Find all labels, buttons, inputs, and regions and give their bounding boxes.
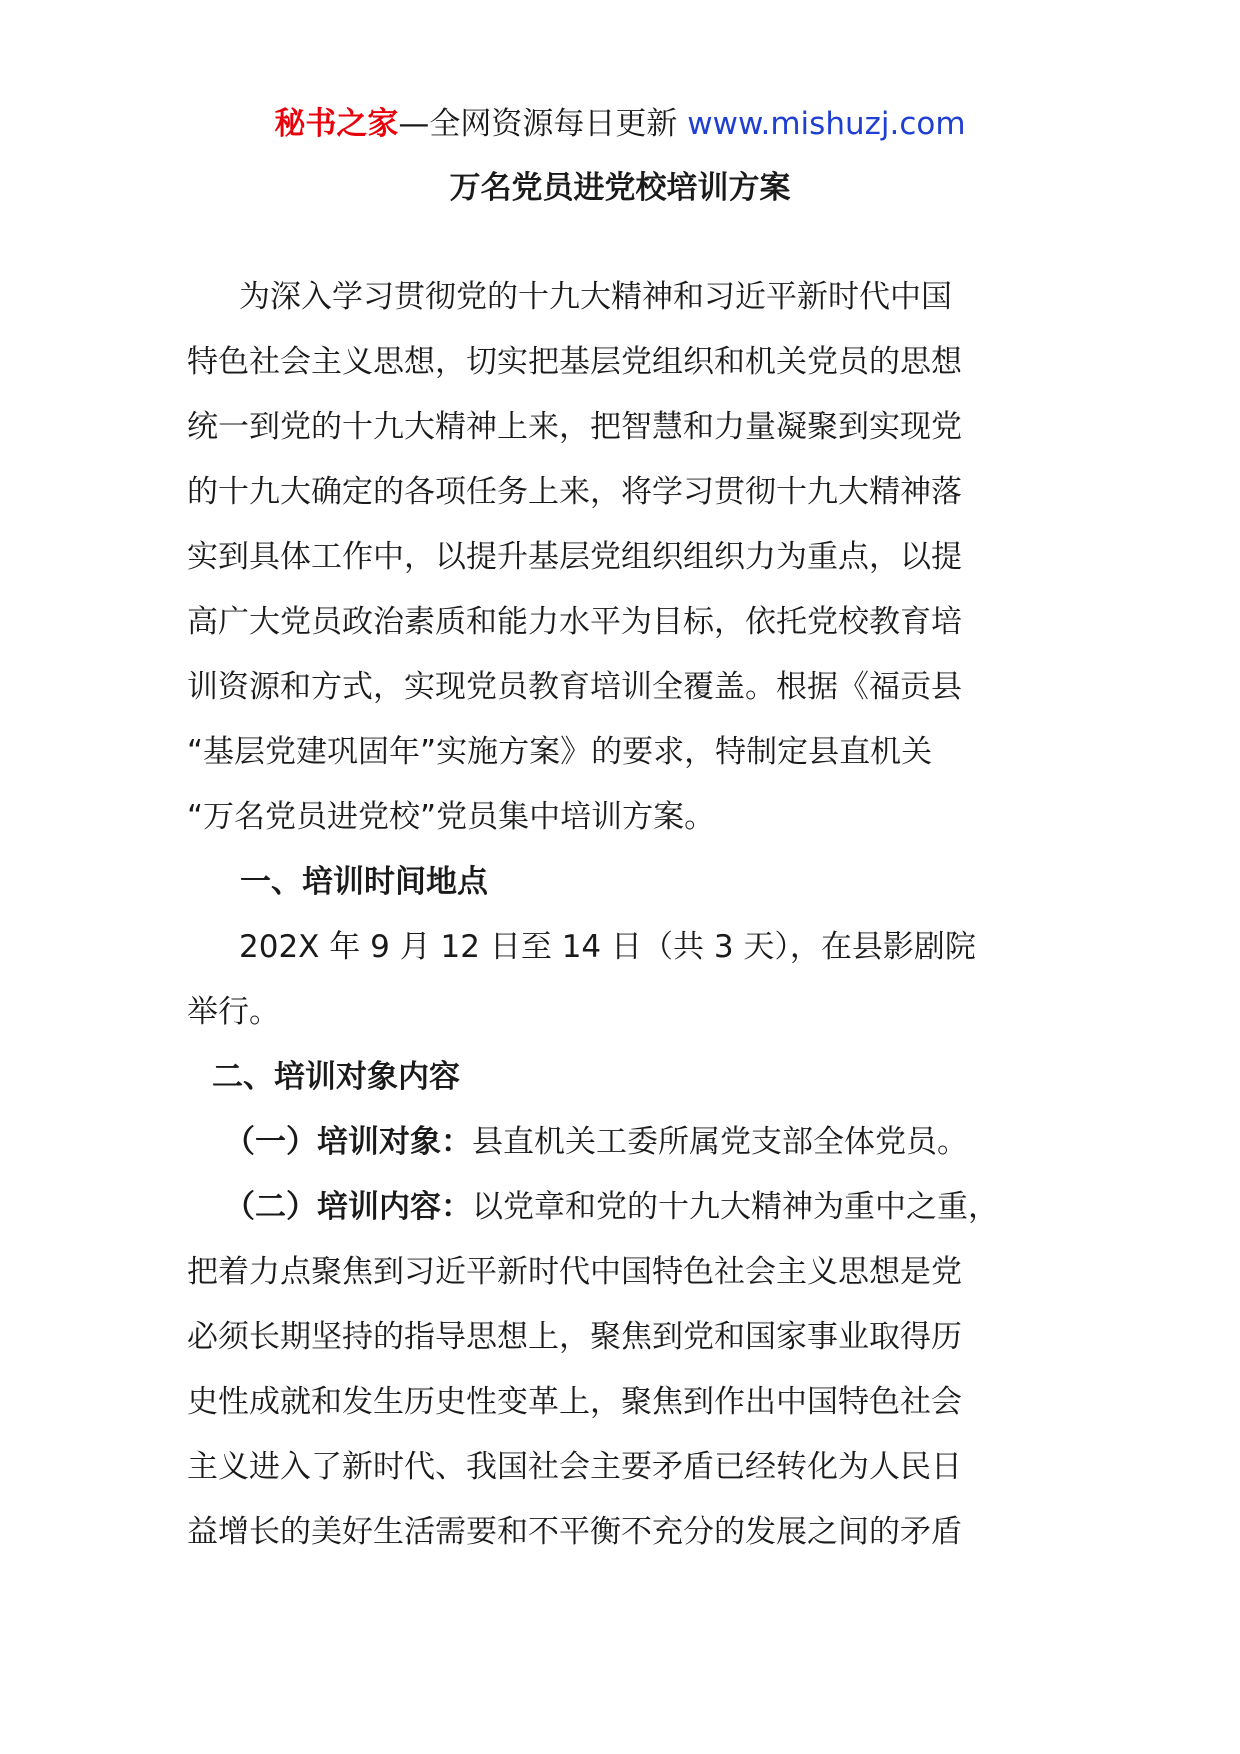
header-tagline: —全网资源每日更新	[398, 106, 678, 142]
section-heading: 一、培训时间地点	[240, 864, 488, 900]
sub-item-text: 县直机关工委所属党支部全体党员。	[472, 1124, 968, 1160]
intro-line: “万名党员进党校”党员集中培训方案。	[187, 799, 716, 835]
intro-line: 统一到党的十九大精神上来，把智慧和力量凝聚到实现党	[187, 409, 962, 445]
sub-item	[187, 1110, 1057, 1175]
sub-item-label: （二）培训内容：	[224, 1189, 472, 1225]
document-title: 万名党员进党校培训方案	[449, 170, 791, 206]
section-line: 必须长期坚持的指导思想上，聚焦到党和国家事业取得历	[187, 1319, 962, 1355]
intro-line: 实到具体工作中，以提升基层党组织组织力为重点，以提	[187, 539, 962, 575]
sub-item-label: （一）培训对象：	[224, 1124, 472, 1160]
sub-item	[187, 1175, 1057, 1240]
sub-item-text: 以党章和党的十九大精神为重中之重，	[472, 1189, 999, 1225]
document-body	[187, 265, 1057, 1565]
intro-line: 训资源和方式，实现党员教育培训全覆盖。根据《福贡县	[187, 669, 962, 705]
section-heading: 二、培训对象内容	[212, 1059, 460, 1095]
section-line: 益增长的美好生活需要和不平衡不充分的发展之间的矛盾	[187, 1514, 962, 1550]
section-line: 202X 年 9 月 12 日至 14 日（共 3 天），在县影剧院	[239, 929, 976, 965]
section-line: 把着力点聚焦到习近平新时代中国特色社会主义思想是党	[187, 1254, 962, 1290]
site-header	[0, 104, 1240, 144]
intro-line: “基层党建巩固年”实施方案》的要求，特制定县直机关	[187, 734, 933, 770]
intro-line: 为深入学习贯彻党的十九大精神和习近平新时代中国	[239, 279, 952, 315]
site-url-link[interactable]: www.mishuzj.com	[687, 106, 966, 142]
intro-line: 高广大党员政治素质和能力水平为目标，依托党校教育培	[187, 604, 962, 640]
brand-name: 秘书之家	[274, 106, 399, 142]
section-line: 史性成就和发生历史性变革上，聚焦到作出中国特色社会	[187, 1384, 962, 1420]
intro-line: 特色社会主义思想，切实把基层党组织和机关党员的思想	[187, 344, 962, 380]
section-line: 举行。	[187, 994, 280, 1030]
intro-line: 的十九大确定的各项任务上来，将学习贯彻十九大精神落	[187, 474, 962, 510]
section-line: 主义进入了新时代、我国社会主要矛盾已经转化为人民日	[187, 1449, 962, 1485]
